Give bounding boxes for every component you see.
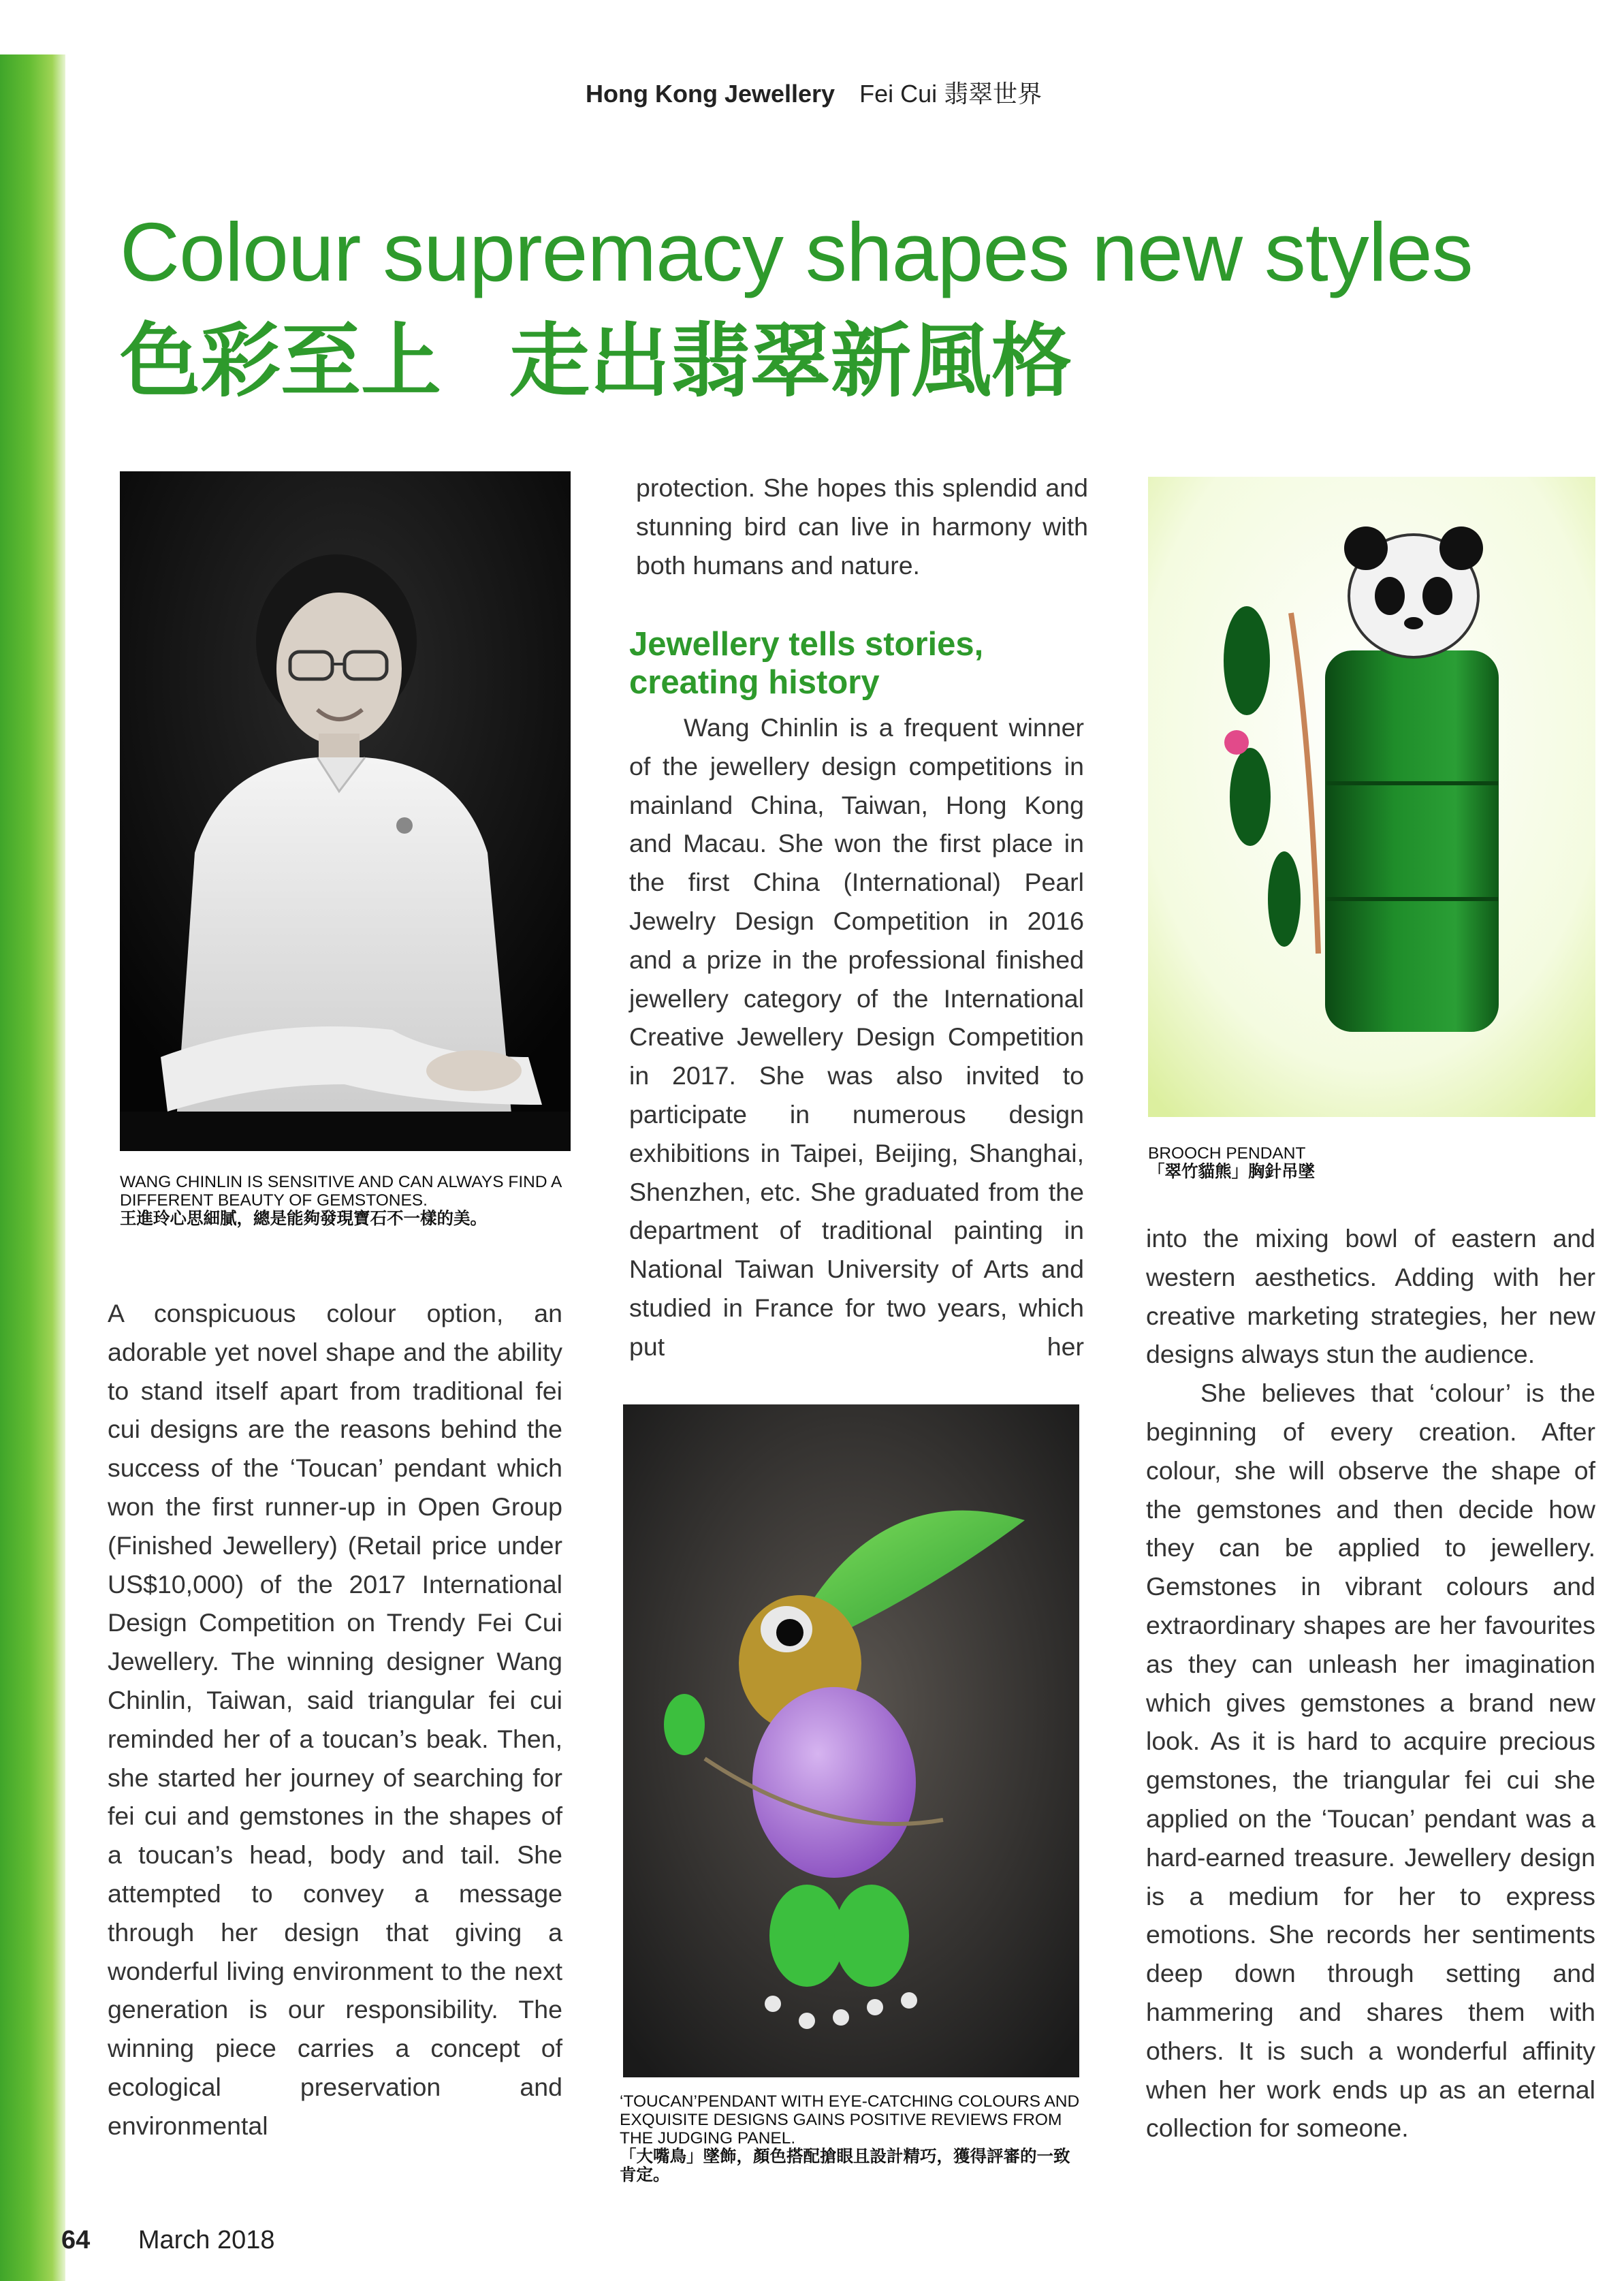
body-column-2 (629, 708, 1084, 1366)
portrait-illustration (120, 471, 571, 1151)
subsection-label: Fei Cui 翡翠世界 (859, 80, 1042, 108)
portrait-caption (120, 1173, 571, 1228)
title-zh-part1: 色彩至上 (120, 317, 442, 407)
portrait-caption-zh: 王進玲心思細膩，總是能夠發現寶石不一樣的美。 (120, 1210, 487, 1228)
brooch-illustration (1148, 477, 1595, 1117)
article-title-zh (120, 296, 1140, 412)
page-number: 64 (61, 2226, 91, 2254)
issue-date: March 2018 (138, 2226, 275, 2254)
column-2-paragraph: Wang Chinlin is a frequent winner of the jewellery design competitions in mainland China, Taiwan, Hong Kong and Macau. She won the first place in the first China (International) Pearl Jewelry Design Competition in 2016 and a prize in the professional finished jewellery category of the International Creative Jewellery Design Competition in 2017. She was also invited to participate in numerous design exhibitions in Taipei, Beijing, Shanghai, Shenzhen, etc. She graduated from the department of traditional painting in National Taiwan University of Arts and studied in France for two years, which put her (629, 713, 1084, 1361)
toucan-caption (620, 2092, 1083, 2184)
portrait-caption-en: WANG CHINLIN IS SENSITIVE AND CAN ALWAYS FIND A DIFFERENT BEAUTY OF GEMSTONES. (120, 1173, 562, 1210)
body-column-1 (108, 1294, 562, 2145)
page-header (586, 75, 1042, 110)
page-footer (61, 2226, 275, 2255)
brooch-caption-zh: 「翠竹貓熊」胸針吊墜 (1148, 1163, 1315, 1181)
toucan-photo (623, 1404, 1079, 2077)
section-label: Hong Kong Jewellery (586, 80, 835, 108)
column-2-intro-paragraph: protection. She hopes this splendid and stunning bird can live in harmony with both humans and nature. (636, 473, 1088, 580)
column-3-paragraph-2: She believes that ‘colour’ is the beginning of every creation. After colour, she will observe the shape of the gemstones and then decide how they can be applied to jewellery. Gemstones in vibrant colours and extraordinary shapes are her favourites as they can unleash her imagination which gives gemstones a brand new look. As it is hard to acquire precious gemstones, the triangular fei cui she applied on the ‘Toucan’ pendant was a hard-earned treasure. Jewellery design is a medium for her to express emotions. She records her sentiments deep down through setting and hammering and shares them with others. It is such a wonderful affinity when her work ends up as an eternal collection for someone. (1146, 1379, 1595, 2143)
body-column-3 (1146, 1219, 1595, 2148)
brooch-photo (1148, 477, 1595, 1117)
portrait-photo (120, 471, 571, 1151)
toucan-caption-zh: 「大嘴鳥」墜飾，顏色搭配搶眼且設計精巧，獲得評審的一致肯定。 (620, 2148, 1070, 2184)
section-subheading: Jewellery tells stories, creating history (629, 626, 984, 701)
article-title-en: Colour supremacy shapes new styles (120, 206, 1473, 298)
toucan-illustration (623, 1404, 1079, 2077)
brooch-caption-en: BROOCH PENDANT (1148, 1144, 1306, 1163)
title-zh-part2: 走出翡翠新風格 (509, 317, 1072, 407)
brooch-caption (1148, 1144, 1595, 1181)
green-side-bar (0, 54, 65, 2281)
toucan-caption-en: ‘TOUCAN’PENDANT WITH EYE-CATCHING COLOURS AND EXQUISITE DESIGNS GAINS POSITIVE REVIEWS FROM THE JUDGING PANEL. (620, 2092, 1080, 2148)
column-3-paragraph-1: into the mixing bowl of eastern and western aesthetics. Adding with her creative marketing strategies, her new designs always stun the audience. (1146, 1224, 1595, 1369)
column-1-paragraph: A conspicuous colour option, an adorable yet novel shape and the ability to stand itself apart from traditional fei cui designs are the reasons behind the success of the ‘Toucan’ pendant which won the first runner-up in Open Group (Finished Jewellery) (Retail price under US$10,000) of the 2017 International Design Competition on Trendy Fei Cui Jewellery. The winning designer Wang Chinlin, Taiwan, said triangular fei cui reminded her of a toucan’s beak. Then, she started her journey of searching for fei cui and gemstones in the shapes of a toucan’s head, body and tail. She attempted to convey a message through her design that giving a wonderful living environment to the next generation is our responsibility. The winning piece carries a concept of ecological preservation and environmental (108, 1299, 562, 2140)
body-column-2-top (636, 469, 1088, 584)
